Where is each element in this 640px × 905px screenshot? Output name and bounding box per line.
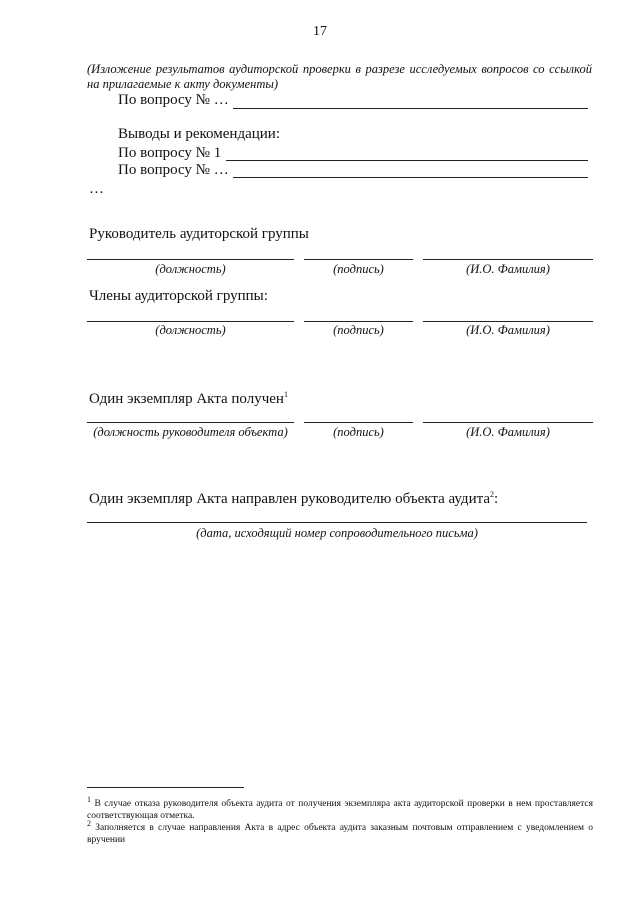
sent-colon: : [494,491,499,507]
question-answer-line[interactable] [233,108,588,109]
footnote-1-text: В случае отказа руководителя объекта аудита от получения экземпляра акта аудиторской проверки в нем проставляется соответствующая отметка. [87,799,593,822]
question-n-line[interactable] [233,177,588,178]
instruction-note: (Изложение результатов аудиторской проверки в разрезе исследуемых вопросов со ссылкой на прилагаемые к акту документы) [87,62,592,91]
leader-label: Руководитель аудиторской группы [89,226,309,242]
members-label: Члены аудиторской группы: [89,288,268,304]
leader-signature-line[interactable] [304,259,413,260]
head-signature-caption: (подпись) [333,425,384,439]
head-name-caption: (И.О. Фамилия) [466,425,550,439]
question-label: По вопросу № … [118,92,229,108]
footnote-2-mark: 2 [87,819,91,828]
page-number: 17 [313,24,327,39]
member-name-line[interactable] [423,321,593,322]
leader-signature-caption: (подпись) [333,262,384,276]
leader-name-line[interactable] [423,259,593,260]
sent-text: Один экземпляр Акта направлен руководителю объекта аудита [89,491,490,507]
question-n-label: По вопросу № … [118,162,229,178]
head-signature-line[interactable] [304,422,413,423]
leader-position-line[interactable] [87,259,294,260]
received-text: Один экземпляр Акта получен [89,391,284,407]
leader-position-caption: (должность) [155,262,226,276]
footnote-ref-2: 2 [490,490,494,499]
head-name-line[interactable] [423,422,593,423]
sent-label [89,490,498,508]
footnote-2 [87,818,593,846]
member-signature-caption: (подпись) [333,323,384,337]
date-letter-caption: (дата, исходящий номер сопроводительного письма) [196,526,478,540]
received-label [89,390,288,408]
footnote-2-text: Заполняется в случае направления Акта в адрес объекта аудита заказным почтовым отправлением с уведомлением о вручении [87,823,594,846]
question-1-line[interactable] [226,160,588,161]
head-position-line[interactable] [87,422,294,423]
member-signature-line[interactable] [304,321,413,322]
date-letter-line[interactable] [87,522,587,523]
member-position-line[interactable] [87,321,294,322]
footnote-ref-1: 1 [283,390,288,399]
member-name-caption: (И.О. Фамилия) [466,323,550,337]
conclusions-heading: Выводы и рекомендации: [118,126,280,142]
continuation-ellipsis: … [89,181,104,197]
question-row-1 [118,92,229,109]
leader-name-caption: (И.О. Фамилия) [466,262,550,276]
head-position-caption: (должность руководителя объекта) [93,425,288,439]
footnote-1-mark: 1 [87,795,91,804]
question-1-label: По вопросу № 1 [118,145,222,161]
footnote-separator [87,787,244,788]
member-position-caption: (должность) [155,323,226,337]
